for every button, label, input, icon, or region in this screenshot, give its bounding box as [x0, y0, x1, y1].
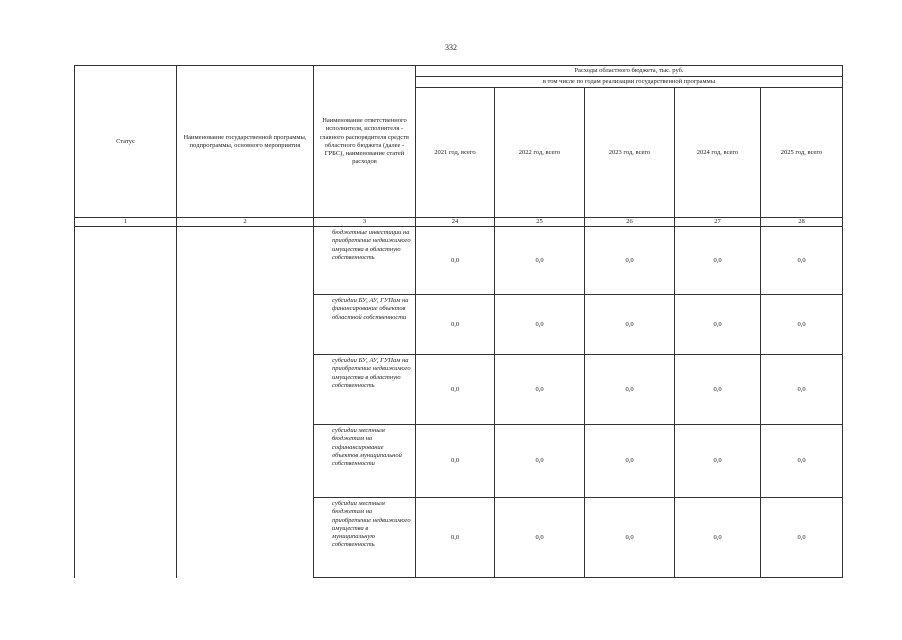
- header-year-2023: 2023 год, всего: [585, 88, 675, 218]
- header-year-2025: 2025 год, всего: [761, 88, 843, 218]
- column-number: 26: [585, 218, 675, 227]
- value-cell: 0,0: [585, 295, 675, 355]
- column-numbers-row: [75, 218, 843, 227]
- header-year-2022: 2022 год, всего: [495, 88, 585, 218]
- value-cell: 0,0: [416, 425, 495, 498]
- value-cell: 0,0: [416, 295, 495, 355]
- value-cell: 0,0: [675, 355, 761, 425]
- value-cell: 0,0: [416, 355, 495, 425]
- value-cell: 0,0: [416, 227, 495, 295]
- value-cell: 0,0: [675, 498, 761, 578]
- page-number: 332: [445, 43, 457, 52]
- value-cell: 0,0: [585, 227, 675, 295]
- expense-item-name: бюджетные инвестиции на приобретение недвижимого имущества в областную собственность: [314, 227, 416, 295]
- header-program-name: Наименование государственной программы, подпрограммы, основного мероприятия: [177, 66, 314, 218]
- header-years-group: в том числе по годам реализации государственной программы: [416, 77, 843, 88]
- value-cell: 0,0: [495, 227, 585, 295]
- expense-item-name: субсидии местным бюджетам на софинансирование объектов муниципальной собственности: [314, 425, 416, 498]
- value-cell: 0,0: [675, 227, 761, 295]
- column-number: 27: [675, 218, 761, 227]
- value-cell: 0,0: [585, 355, 675, 425]
- header-year-2024: 2024 год, всего: [675, 88, 761, 218]
- header-status: Статус: [75, 66, 177, 218]
- table-row: [75, 227, 843, 295]
- value-cell: 0,0: [495, 355, 585, 425]
- value-cell: 0,0: [761, 295, 843, 355]
- expense-item-name: субсидии местным бюджетам на приобретение недвижимого имущества в муниципальную собственность: [314, 498, 416, 578]
- value-cell: 0,0: [761, 498, 843, 578]
- header-year-2021: 2021 год, всего: [416, 88, 495, 218]
- column-number: 3: [314, 218, 416, 227]
- expense-item-name: субсидии БУ, АУ, ГУПам на финансирование объектов областной собственности: [314, 295, 416, 355]
- value-cell: 0,0: [495, 498, 585, 578]
- value-cell: 0,0: [585, 498, 675, 578]
- column-number: 25: [495, 218, 585, 227]
- column-number: 1: [75, 218, 177, 227]
- value-cell: 0,0: [675, 425, 761, 498]
- header-executor: Наименование ответственного исполнителя, исполнителя - главного распорядителя средств областного бюджета (далее - ГРБС), наименование статей расходов: [314, 66, 416, 218]
- value-cell: 0,0: [761, 425, 843, 498]
- value-cell: 0,0: [675, 295, 761, 355]
- value-cell: 0,0: [416, 498, 495, 578]
- value-cell: 0,0: [761, 355, 843, 425]
- expense-item-name: субсидии БУ, АУ, ГУПам на приобретение недвижимого имущества в областную собственность: [314, 355, 416, 425]
- column-number: 24: [416, 218, 495, 227]
- column-number: 2: [177, 218, 314, 227]
- header-expenses-group: Расходы областного бюджета, тыс. руб.: [416, 66, 843, 77]
- column-number: 28: [761, 218, 843, 227]
- expenses-table: [74, 65, 843, 578]
- value-cell: 0,0: [585, 425, 675, 498]
- value-cell: 0,0: [495, 295, 585, 355]
- status-cell: [75, 227, 177, 578]
- value-cell: 0,0: [495, 425, 585, 498]
- program-name-cell: [177, 227, 314, 578]
- value-cell: 0,0: [761, 227, 843, 295]
